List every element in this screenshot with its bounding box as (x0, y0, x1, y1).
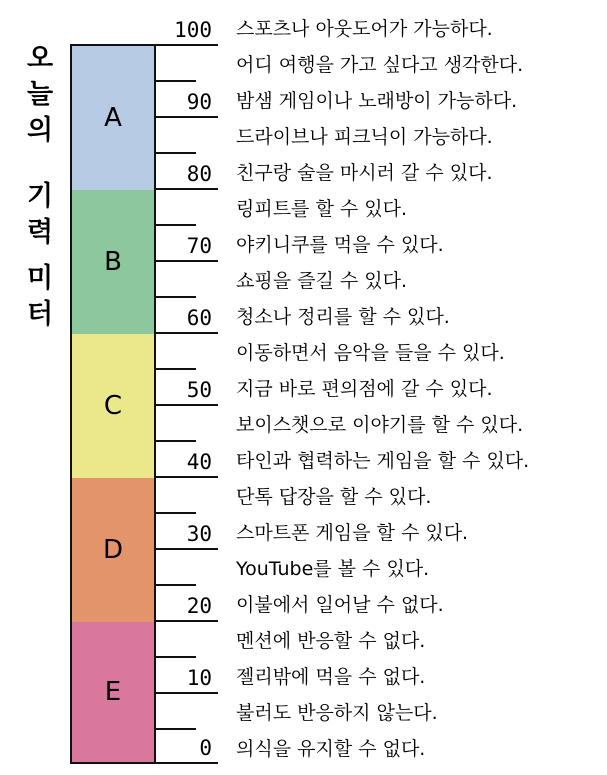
tick-minor (156, 296, 196, 298)
band-c (72, 334, 154, 478)
tick-major (156, 332, 218, 334)
level-description: 멘션에 반응할 수 없다. (236, 630, 426, 652)
level-description: 스마트폰 게임을 할 수 있다. (236, 522, 469, 544)
tick-minor (156, 656, 196, 658)
energy-meter-bar (70, 44, 156, 764)
tick-major (156, 404, 218, 406)
scale-number: 100 (174, 18, 212, 42)
band-label: E (104, 677, 122, 707)
tick-major (156, 548, 218, 550)
title-char: 터 (26, 299, 54, 330)
level-description: 젤리밖에 먹을 수 없다. (236, 666, 426, 688)
band-d (72, 478, 154, 622)
scale-number: 70 (186, 234, 212, 258)
level-description: 보이스챗으로 이야기를 할 수 있다. (236, 414, 524, 436)
level-description: 청소나 정리를 할 수 있다. (236, 306, 450, 328)
tick-major (156, 260, 218, 262)
level-description: 밤샘 게임이나 노래방이 가능하다. (236, 90, 518, 112)
scale-number: 90 (186, 90, 212, 114)
tick-major (156, 116, 218, 118)
band-label: D (102, 535, 124, 565)
title-char: 의 (26, 115, 54, 146)
tick-minor (156, 728, 196, 730)
level-description: YouTube를 볼 수 있다. (236, 558, 430, 580)
tick-major (156, 692, 218, 694)
level-description: 드라이브나 피크닉이 가능하다. (236, 126, 493, 148)
band-e (72, 622, 154, 762)
level-description: 친구랑 술을 마시러 갈 수 있다. (236, 162, 493, 184)
scale-number: 60 (186, 306, 212, 330)
title-char: 늘 (26, 79, 54, 110)
level-description: 타인과 협력하는 게임을 할 수 있다. (236, 450, 530, 472)
tick-major (156, 188, 218, 190)
tick-minor (156, 584, 196, 586)
level-description: 쇼핑을 즐길 수 있다. (236, 270, 407, 292)
tick-major (156, 620, 218, 622)
band-b (72, 190, 154, 334)
scale-number: 10 (186, 666, 212, 690)
title-char: 기 (26, 181, 54, 212)
level-description: 이불에서 일어날 수 없다. (236, 594, 444, 616)
tick-major (156, 762, 218, 764)
level-description: 지금 바로 편의점에 갈 수 있다. (236, 378, 493, 400)
tick-major (156, 44, 218, 46)
tick-minor (156, 512, 196, 514)
tick-minor (156, 368, 196, 370)
tick-minor (156, 224, 196, 226)
tick-minor (156, 440, 196, 442)
level-description: 의식을 유지할 수 없다. (236, 738, 426, 760)
scale-number: 50 (186, 378, 212, 402)
level-description: 스포츠나 아웃도어가 가능하다. (236, 18, 493, 40)
level-description: 야키니쿠를 먹을 수 있다. (236, 234, 444, 256)
band-label: A (104, 103, 122, 133)
tick-minor (156, 152, 196, 154)
band-label: C (103, 391, 123, 421)
level-description: 불러도 반응하지 않는다. (236, 702, 438, 724)
level-description: 링피트를 할 수 있다. (236, 198, 407, 220)
level-description: 이동하면서 음악을 들을 수 있다. (236, 342, 505, 364)
tick-major (156, 476, 218, 478)
scale-number: 20 (186, 594, 212, 618)
title-char: 오 (26, 43, 54, 74)
level-description: 어디 여행을 가고 싶다고 생각한다. (236, 54, 524, 76)
scale-number: 0 (199, 736, 212, 760)
level-description: 단톡 답장을 할 수 있다. (236, 486, 432, 508)
band-label: B (104, 247, 122, 277)
tick-minor (156, 80, 196, 82)
scale-number: 80 (186, 162, 212, 186)
title-char: 미 (26, 263, 54, 294)
scale-number: 30 (186, 522, 212, 546)
title-char: 력 (26, 217, 54, 248)
band-a (72, 46, 154, 190)
scale-number: 40 (186, 450, 212, 474)
